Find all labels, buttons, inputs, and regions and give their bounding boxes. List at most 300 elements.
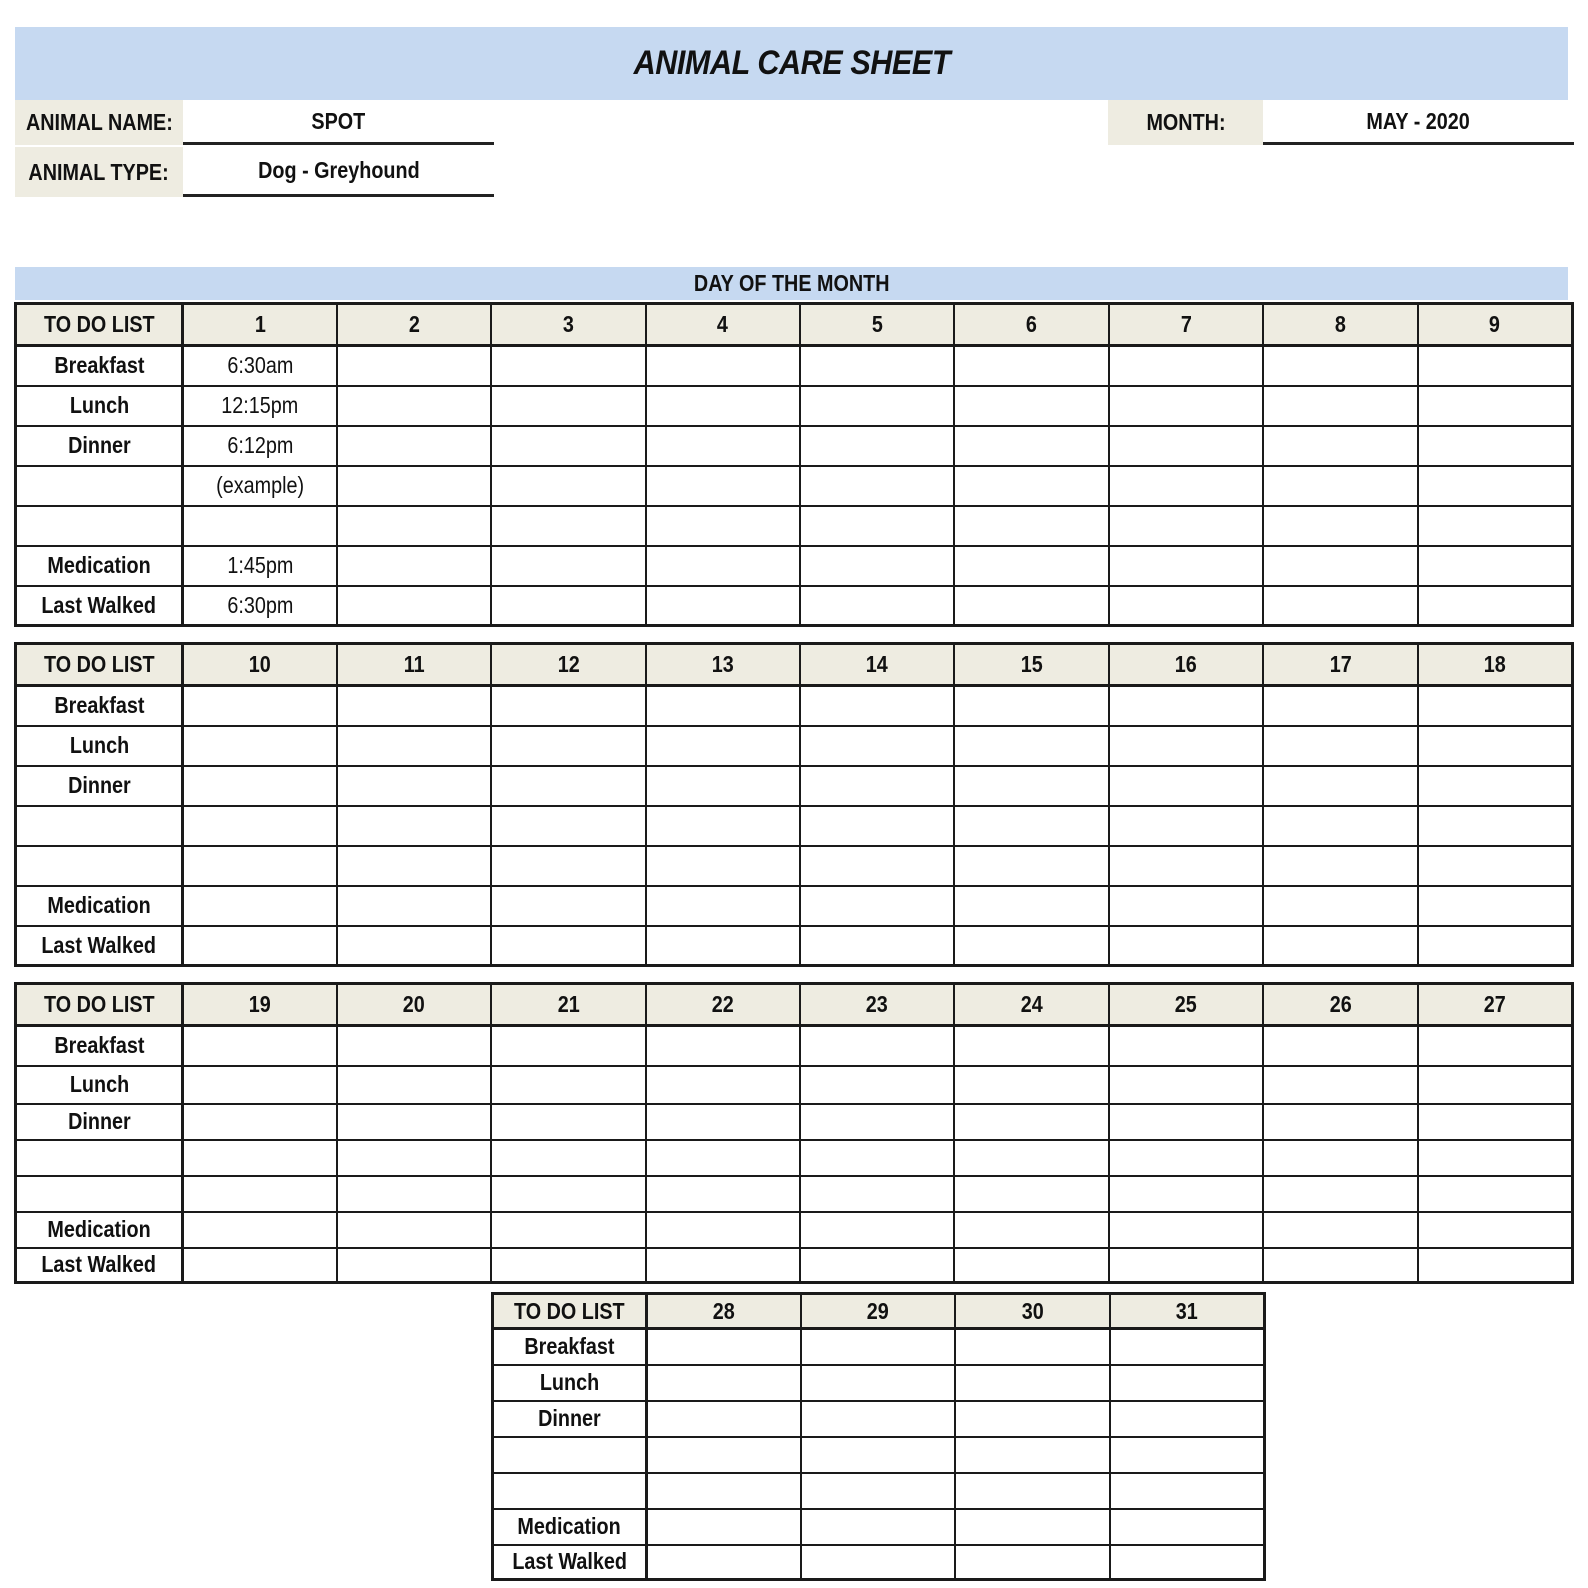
entry-cell-day-9[interactable] — [1418, 586, 1572, 626]
entry-cell-day-22[interactable] — [646, 1248, 800, 1283]
entry-cell-day-4[interactable] — [646, 346, 800, 386]
table-row — [16, 1176, 1573, 1212]
day-header-18: 18 — [1418, 644, 1572, 686]
table-row — [493, 1365, 1265, 1401]
entry-cell-day-31[interactable] — [1110, 1329, 1264, 1365]
table-row — [493, 1329, 1265, 1365]
entry-cell-day-1[interactable]: 6:30pm — [183, 586, 337, 626]
entry-cell-day-23[interactable] — [800, 1104, 954, 1140]
entry-cell-day-10[interactable] — [183, 766, 337, 806]
entry-cell-day-28[interactable] — [647, 1365, 801, 1401]
entry-cell-day-1[interactable]: (example) — [183, 466, 337, 506]
entry-cell-day-21[interactable] — [491, 1212, 645, 1248]
entry-cell-day-13[interactable] — [646, 806, 800, 846]
entry-cell-day-22[interactable] — [646, 1026, 800, 1066]
entry-cell-day-29[interactable] — [801, 1509, 955, 1545]
entry-cell-day-19[interactable] — [183, 1140, 337, 1176]
entry-cell-day-5[interactable] — [800, 506, 954, 546]
entry-cell-day-8[interactable] — [1263, 386, 1417, 426]
entry-cell-day-14[interactable] — [800, 766, 954, 806]
entry-cell-day-28[interactable] — [647, 1509, 801, 1545]
page-title: ANIMAL CARE SHEET — [633, 44, 950, 82]
table-row — [493, 1401, 1265, 1437]
entry-cell-day-24[interactable] — [954, 1026, 1108, 1066]
entry-cell-day-6[interactable] — [954, 466, 1108, 506]
day-of-month-banner: DAY OF THE MONTH — [15, 267, 1568, 300]
entry-cell-day-24[interactable] — [954, 1176, 1108, 1212]
entry-cell-day-15[interactable] — [954, 686, 1108, 726]
day-header-31: 31 — [1110, 1294, 1264, 1329]
entry-cell-day-5[interactable] — [800, 346, 954, 386]
table-row — [16, 386, 1573, 426]
entry-cell-day-4[interactable] — [646, 426, 800, 466]
entry-cell-day-17[interactable] — [1263, 926, 1417, 966]
day-header-12: 12 — [491, 644, 645, 686]
table-row — [16, 1248, 1573, 1283]
table-row — [16, 806, 1573, 846]
entry-cell-day-23[interactable] — [800, 1212, 954, 1248]
entry-cell-day-25[interactable] — [1109, 1104, 1263, 1140]
row-label — [16, 1140, 183, 1176]
entry-cell-day-31[interactable] — [1110, 1509, 1264, 1545]
entry-cell-day-20[interactable] — [337, 1140, 491, 1176]
entry-cell-day-26[interactable] — [1263, 1140, 1417, 1176]
todo-list-header: TO DO LIST — [16, 304, 183, 346]
entry-cell-day-31[interactable] — [1110, 1437, 1264, 1473]
row-label: Lunch — [16, 386, 183, 426]
entry-cell-day-29[interactable] — [801, 1437, 955, 1473]
entry-cell-day-28[interactable] — [647, 1545, 801, 1580]
entry-cell-day-2[interactable] — [337, 386, 491, 426]
day-header-13: 13 — [646, 644, 800, 686]
entry-cell-day-30[interactable] — [955, 1509, 1109, 1545]
entry-cell-day-27[interactable] — [1418, 1026, 1572, 1066]
entry-cell-day-4[interactable] — [646, 386, 800, 426]
entry-cell-day-30[interactable] — [955, 1329, 1109, 1365]
entry-cell-day-28[interactable] — [647, 1437, 801, 1473]
table-row — [16, 1212, 1573, 1248]
entry-cell-day-20[interactable] — [337, 1212, 491, 1248]
entry-cell-day-9[interactable] — [1418, 506, 1572, 546]
entry-cell-day-10[interactable] — [183, 806, 337, 846]
entry-cell-day-10[interactable] — [183, 926, 337, 966]
day-header-26: 26 — [1263, 984, 1417, 1026]
entry-cell-day-22[interactable] — [646, 1176, 800, 1212]
entry-cell-day-31[interactable] — [1110, 1401, 1264, 1437]
entry-cell-day-7[interactable] — [1109, 546, 1263, 586]
entry-cell-day-15[interactable] — [954, 766, 1108, 806]
entry-cell-day-13[interactable] — [646, 846, 800, 886]
day-header-5: 5 — [800, 304, 954, 346]
table-row — [493, 1473, 1265, 1509]
entry-cell-day-10[interactable] — [183, 726, 337, 766]
entry-cell-day-7[interactable] — [1109, 466, 1263, 506]
entry-cell-day-17[interactable] — [1263, 846, 1417, 886]
entry-cell-day-11[interactable] — [337, 926, 491, 966]
entry-cell-day-27[interactable] — [1418, 1104, 1572, 1140]
entry-cell-day-27[interactable] — [1418, 1066, 1572, 1104]
entry-cell-day-5[interactable] — [800, 426, 954, 466]
entry-cell-day-24[interactable] — [954, 1248, 1108, 1283]
entry-cell-day-14[interactable] — [800, 726, 954, 766]
todo-list-header: TO DO LIST — [493, 1294, 647, 1329]
month-label: MONTH: — [1108, 100, 1263, 145]
entry-cell-day-17[interactable] — [1263, 886, 1417, 926]
entry-cell-day-17[interactable] — [1263, 806, 1417, 846]
todo-list-header: TO DO LIST — [16, 984, 183, 1026]
day-header-10: 10 — [183, 644, 337, 686]
entry-cell-day-29[interactable] — [801, 1329, 955, 1365]
entry-cell-day-14[interactable] — [800, 846, 954, 886]
entry-cell-day-1[interactable] — [183, 506, 337, 546]
entry-cell-day-2[interactable] — [337, 466, 491, 506]
entry-cell-day-5[interactable] — [800, 386, 954, 426]
entry-cell-day-8[interactable] — [1263, 506, 1417, 546]
entry-cell-day-2[interactable] — [337, 586, 491, 626]
entry-cell-day-3[interactable] — [491, 346, 645, 386]
table-row — [16, 346, 1573, 386]
entry-cell-day-11[interactable] — [337, 846, 491, 886]
entry-cell-day-6[interactable] — [954, 506, 1108, 546]
entry-cell-day-31[interactable] — [1110, 1545, 1264, 1580]
row-label: Lunch — [16, 726, 183, 766]
row-label: Medication — [16, 546, 183, 586]
day-header-29: 29 — [801, 1294, 955, 1329]
entry-cell-day-9[interactable] — [1418, 546, 1572, 586]
day-header-15: 15 — [954, 644, 1108, 686]
entry-cell-day-25[interactable] — [1109, 1212, 1263, 1248]
day-header-22: 22 — [646, 984, 800, 1026]
entry-cell-day-12[interactable] — [491, 726, 645, 766]
care-grid-2 — [14, 642, 1574, 967]
entry-cell-day-2[interactable] — [337, 506, 491, 546]
table-row — [16, 766, 1573, 806]
entry-cell-day-19[interactable] — [183, 1104, 337, 1140]
care-grid-4 — [491, 1292, 1266, 1581]
entry-cell-day-16[interactable] — [1109, 766, 1263, 806]
entry-cell-day-17[interactable] — [1263, 686, 1417, 726]
entry-cell-day-27[interactable] — [1418, 1212, 1572, 1248]
entry-cell-day-13[interactable] — [646, 686, 800, 726]
entry-cell-day-11[interactable] — [337, 726, 491, 766]
row-label: Medication — [16, 886, 183, 926]
entry-cell-day-11[interactable] — [337, 886, 491, 926]
entry-cell-day-5[interactable] — [800, 586, 954, 626]
entry-cell-day-28[interactable] — [647, 1473, 801, 1509]
day-header-24: 24 — [954, 984, 1108, 1026]
entry-cell-day-27[interactable] — [1418, 1176, 1572, 1212]
entry-cell-day-18[interactable] — [1418, 766, 1572, 806]
entry-cell-day-16[interactable] — [1109, 806, 1263, 846]
entry-cell-day-11[interactable] — [337, 766, 491, 806]
entry-cell-day-3[interactable] — [491, 426, 645, 466]
entry-cell-day-15[interactable] — [954, 806, 1108, 846]
entry-cell-day-19[interactable] — [183, 1026, 337, 1066]
day-header-3: 3 — [491, 304, 645, 346]
entry-cell-day-13[interactable] — [646, 726, 800, 766]
entry-cell-day-3[interactable] — [491, 586, 645, 626]
entry-cell-day-16[interactable] — [1109, 726, 1263, 766]
row-label: Lunch — [493, 1365, 647, 1401]
entry-cell-day-10[interactable] — [183, 846, 337, 886]
entry-cell-day-1[interactable]: 6:12pm — [183, 426, 337, 466]
row-label: Dinner — [493, 1401, 647, 1437]
day-header-21: 21 — [491, 984, 645, 1026]
entry-cell-day-16[interactable] — [1109, 926, 1263, 966]
entry-cell-day-4[interactable] — [646, 586, 800, 626]
entry-cell-day-7[interactable] — [1109, 586, 1263, 626]
entry-cell-day-26[interactable] — [1263, 1248, 1417, 1283]
entry-cell-day-17[interactable] — [1263, 766, 1417, 806]
entry-cell-day-12[interactable] — [491, 926, 645, 966]
table-row — [16, 1066, 1573, 1104]
animal-type-field[interactable]: Dog - Greyhound — [183, 147, 494, 197]
entry-cell-day-25[interactable] — [1109, 1026, 1263, 1066]
entry-cell-day-3[interactable] — [491, 466, 645, 506]
entry-cell-day-6[interactable] — [954, 586, 1108, 626]
day-header-1: 1 — [183, 304, 337, 346]
entry-cell-day-2[interactable] — [337, 546, 491, 586]
day-header-30: 30 — [955, 1294, 1109, 1329]
entry-cell-day-30[interactable] — [955, 1365, 1109, 1401]
table-row — [493, 1437, 1265, 1473]
entry-cell-day-6[interactable] — [954, 346, 1108, 386]
entry-cell-day-26[interactable] — [1263, 1066, 1417, 1104]
entry-cell-day-9[interactable] — [1418, 466, 1572, 506]
entry-cell-day-15[interactable] — [954, 726, 1108, 766]
day-header-19: 19 — [183, 984, 337, 1026]
entry-cell-day-22[interactable] — [646, 1140, 800, 1176]
entry-cell-day-15[interactable] — [954, 846, 1108, 886]
entry-cell-day-7[interactable] — [1109, 386, 1263, 426]
todo-list-header: TO DO LIST — [16, 644, 183, 686]
entry-cell-day-29[interactable] — [801, 1365, 955, 1401]
entry-cell-day-14[interactable] — [800, 806, 954, 846]
entry-cell-day-16[interactable] — [1109, 886, 1263, 926]
entry-cell-day-24[interactable] — [954, 1104, 1108, 1140]
entry-cell-day-11[interactable] — [337, 686, 491, 726]
entry-cell-day-21[interactable] — [491, 1104, 645, 1140]
entry-cell-day-18[interactable] — [1418, 686, 1572, 726]
entry-cell-day-29[interactable] — [801, 1401, 955, 1437]
day-header-14: 14 — [800, 644, 954, 686]
row-label: Last Walked — [16, 586, 183, 626]
entry-cell-day-23[interactable] — [800, 1248, 954, 1283]
table-row — [493, 1545, 1265, 1580]
entry-cell-day-4[interactable] — [646, 466, 800, 506]
entry-cell-day-16[interactable] — [1109, 686, 1263, 726]
entry-cell-day-27[interactable] — [1418, 1248, 1572, 1283]
entry-cell-day-18[interactable] — [1418, 726, 1572, 766]
table-row — [16, 1140, 1573, 1176]
entry-cell-day-10[interactable] — [183, 886, 337, 926]
entry-cell-day-8[interactable] — [1263, 346, 1417, 386]
entry-cell-day-23[interactable] — [800, 1176, 954, 1212]
day-header-20: 20 — [337, 984, 491, 1026]
entry-cell-day-20[interactable] — [337, 1104, 491, 1140]
row-label — [16, 806, 183, 846]
entry-cell-day-21[interactable] — [491, 1140, 645, 1176]
entry-cell-day-30[interactable] — [955, 1545, 1109, 1580]
entry-cell-day-13[interactable] — [646, 886, 800, 926]
entry-cell-day-3[interactable] — [491, 546, 645, 586]
row-label: Breakfast — [16, 686, 183, 726]
entry-cell-day-26[interactable] — [1263, 1104, 1417, 1140]
entry-cell-day-3[interactable] — [491, 386, 645, 426]
title-banner — [15, 27, 1568, 100]
entry-cell-day-8[interactable] — [1263, 586, 1417, 626]
entry-cell-day-3[interactable] — [491, 506, 645, 546]
entry-cell-day-22[interactable] — [646, 1212, 800, 1248]
row-label: Breakfast — [16, 1026, 183, 1066]
table-row — [16, 506, 1573, 546]
row-label — [493, 1437, 647, 1473]
entry-cell-day-8[interactable] — [1263, 546, 1417, 586]
month-field[interactable]: MAY - 2020 — [1263, 100, 1574, 145]
entry-cell-day-18[interactable] — [1418, 926, 1572, 966]
table-row — [16, 426, 1573, 466]
entry-cell-day-1[interactable]: 12:15pm — [183, 386, 337, 426]
entry-cell-day-15[interactable] — [954, 926, 1108, 966]
row-label — [16, 1176, 183, 1212]
entry-cell-day-23[interactable] — [800, 1140, 954, 1176]
day-header-7: 7 — [1109, 304, 1263, 346]
entry-cell-day-2[interactable] — [337, 426, 491, 466]
entry-cell-day-7[interactable] — [1109, 346, 1263, 386]
entry-cell-day-21[interactable] — [491, 1176, 645, 1212]
entry-cell-day-20[interactable] — [337, 1026, 491, 1066]
entry-cell-day-25[interactable] — [1109, 1140, 1263, 1176]
entry-cell-day-20[interactable] — [337, 1248, 491, 1283]
entry-cell-day-1[interactable]: 6:30am — [183, 346, 337, 386]
entry-cell-day-7[interactable] — [1109, 506, 1263, 546]
day-header-6: 6 — [954, 304, 1108, 346]
entry-cell-day-20[interactable] — [337, 1176, 491, 1212]
entry-cell-day-14[interactable] — [800, 926, 954, 966]
entry-cell-day-26[interactable] — [1263, 1212, 1417, 1248]
entry-cell-day-12[interactable] — [491, 886, 645, 926]
entry-cell-day-18[interactable] — [1418, 806, 1572, 846]
table-row — [493, 1509, 1265, 1545]
entry-cell-day-5[interactable] — [800, 466, 954, 506]
entry-cell-day-6[interactable] — [954, 386, 1108, 426]
day-header-2: 2 — [337, 304, 491, 346]
row-label: Last Walked — [493, 1545, 647, 1580]
entry-cell-day-24[interactable] — [954, 1140, 1108, 1176]
entry-cell-day-23[interactable] — [800, 1066, 954, 1104]
table-row — [16, 1104, 1573, 1140]
entry-cell-day-30[interactable] — [955, 1437, 1109, 1473]
entry-cell-day-12[interactable] — [491, 806, 645, 846]
entry-cell-day-22[interactable] — [646, 1066, 800, 1104]
entry-cell-day-4[interactable] — [646, 546, 800, 586]
entry-cell-day-24[interactable] — [954, 1066, 1108, 1104]
entry-cell-day-17[interactable] — [1263, 726, 1417, 766]
entry-cell-day-15[interactable] — [954, 886, 1108, 926]
entry-cell-day-6[interactable] — [954, 546, 1108, 586]
care-grid-3 — [14, 982, 1574, 1284]
entry-cell-day-25[interactable] — [1109, 1066, 1263, 1104]
row-label: Dinner — [16, 766, 183, 806]
entry-cell-day-12[interactable] — [491, 686, 645, 726]
entry-cell-day-1[interactable]: 1:45pm — [183, 546, 337, 586]
entry-cell-day-28[interactable] — [647, 1329, 801, 1365]
entry-cell-day-21[interactable] — [491, 1026, 645, 1066]
entry-cell-day-14[interactable] — [800, 886, 954, 926]
entry-cell-day-25[interactable] — [1109, 1248, 1263, 1283]
day-header-9: 9 — [1418, 304, 1572, 346]
entry-cell-day-9[interactable] — [1418, 426, 1572, 466]
entry-cell-day-27[interactable] — [1418, 1140, 1572, 1176]
entry-cell-day-19[interactable] — [183, 1248, 337, 1283]
entry-cell-day-8[interactable] — [1263, 466, 1417, 506]
entry-cell-day-19[interactable] — [183, 1176, 337, 1212]
entry-cell-day-29[interactable] — [801, 1545, 955, 1580]
row-label: Dinner — [16, 426, 183, 466]
entry-cell-day-18[interactable] — [1418, 886, 1572, 926]
entry-cell-day-30[interactable] — [955, 1401, 1109, 1437]
day-header-4: 4 — [646, 304, 800, 346]
entry-cell-day-4[interactable] — [646, 506, 800, 546]
day-header-23: 23 — [800, 984, 954, 1026]
table-row — [16, 726, 1573, 766]
entry-cell-day-7[interactable] — [1109, 426, 1263, 466]
entry-cell-day-28[interactable] — [647, 1401, 801, 1437]
entry-cell-day-25[interactable] — [1109, 1176, 1263, 1212]
entry-cell-day-10[interactable] — [183, 686, 337, 726]
entry-cell-day-9[interactable] — [1418, 386, 1572, 426]
entry-cell-day-31[interactable] — [1110, 1473, 1264, 1509]
entry-cell-day-22[interactable] — [646, 1104, 800, 1140]
entry-cell-day-13[interactable] — [646, 766, 800, 806]
care-grid-1 — [14, 302, 1574, 627]
day-header-11: 11 — [337, 644, 491, 686]
entry-cell-day-11[interactable] — [337, 806, 491, 846]
entry-cell-day-18[interactable] — [1418, 846, 1572, 886]
entry-cell-day-19[interactable] — [183, 1066, 337, 1104]
entry-cell-day-21[interactable] — [491, 1066, 645, 1104]
entry-cell-day-6[interactable] — [954, 426, 1108, 466]
animal-type-label: ANIMAL TYPE: — [15, 147, 183, 197]
entry-cell-day-21[interactable] — [491, 1248, 645, 1283]
entry-cell-day-29[interactable] — [801, 1473, 955, 1509]
row-label: Breakfast — [16, 346, 183, 386]
day-header-28: 28 — [647, 1294, 801, 1329]
entry-cell-day-9[interactable] — [1418, 346, 1572, 386]
row-label — [16, 466, 183, 506]
entry-cell-day-14[interactable] — [800, 686, 954, 726]
entry-cell-day-5[interactable] — [800, 546, 954, 586]
entry-cell-day-26[interactable] — [1263, 1026, 1417, 1066]
row-label: Last Walked — [16, 926, 183, 966]
entry-cell-day-19[interactable] — [183, 1212, 337, 1248]
entry-cell-day-30[interactable] — [955, 1473, 1109, 1509]
entry-cell-day-12[interactable] — [491, 766, 645, 806]
animal-name-field[interactable]: SPOT — [183, 100, 494, 145]
entry-cell-day-24[interactable] — [954, 1212, 1108, 1248]
entry-cell-day-12[interactable] — [491, 846, 645, 886]
entry-cell-day-8[interactable] — [1263, 426, 1417, 466]
entry-cell-day-16[interactable] — [1109, 846, 1263, 886]
entry-cell-day-31[interactable] — [1110, 1365, 1264, 1401]
entry-cell-day-13[interactable] — [646, 926, 800, 966]
entry-cell-day-23[interactable] — [800, 1026, 954, 1066]
day-header-17: 17 — [1263, 644, 1417, 686]
entry-cell-day-2[interactable] — [337, 346, 491, 386]
entry-cell-day-20[interactable] — [337, 1066, 491, 1104]
entry-cell-day-26[interactable] — [1263, 1176, 1417, 1212]
row-label — [16, 846, 183, 886]
